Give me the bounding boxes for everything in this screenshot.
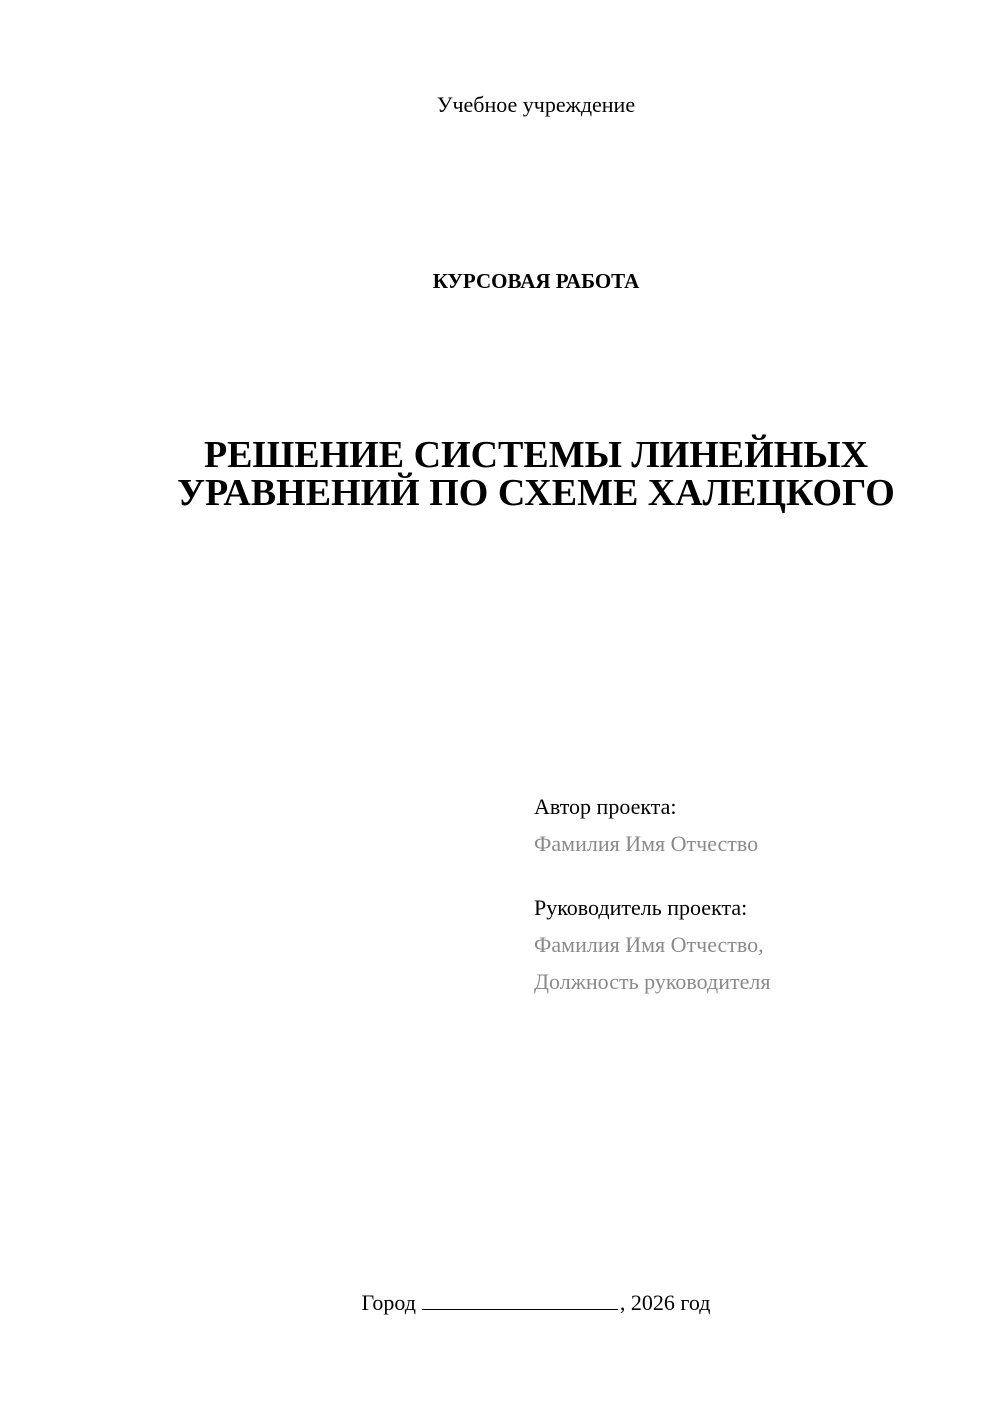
year-text: , 2026 год (619, 1290, 711, 1315)
work-title-line-1: РЕШЕНИЕ СИСТЕМЫ ЛИНЕЙНЫХ (203, 434, 869, 476)
city-blank-line (422, 1291, 618, 1310)
city-year-line (0, 1290, 1000, 1316)
supervisor-position: Должность руководителя (534, 969, 771, 994)
work-title-line-2: УРАВНЕНИЙ ПО СХЕМЕ ХАЛЕЦКОГО (177, 472, 895, 514)
supervisor-name: Фамилия Имя Отчество, (534, 932, 764, 957)
authors-spacer (534, 862, 974, 889)
author-label: Автор проекта: (534, 794, 677, 819)
supervisor-label: Руководитель проекта: (534, 895, 748, 920)
work-type-heading: КУРСОВАЯ РАБОТА (432, 269, 640, 293)
work-title (0, 436, 1000, 512)
city-label: Город (361, 1290, 416, 1315)
author-name: Фамилия Имя Отчество (534, 831, 759, 856)
authors-block (534, 788, 974, 1000)
institution-name: Учебное учреждение (436, 92, 636, 117)
